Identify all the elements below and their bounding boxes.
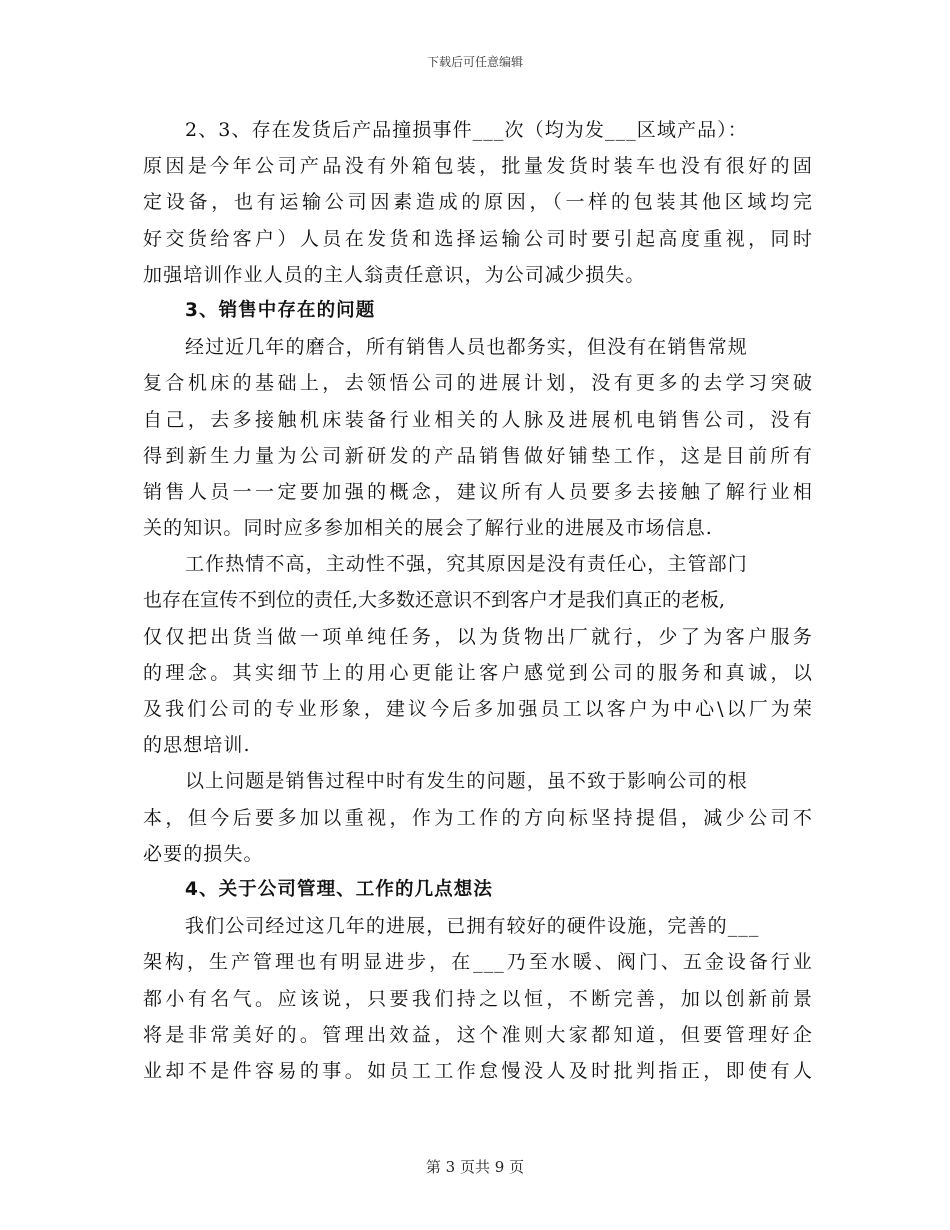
paragraph-line: 以上问题是销售过程中时有发生的问题，虽不致于影响公司的根 — [185, 770, 748, 793]
paragraph-line: 复合机床的基础上，去领悟公司的进展计划，没有更多的去学习突破 — [143, 372, 813, 395]
paragraph-line: 的思想培训. — [143, 734, 251, 757]
paragraph-line: 得到新生力量为公司新研发的产品销售做好铺垫工作，这是目前所有 — [143, 444, 813, 467]
paragraph-line: 2、3、存在发货后产品撞损事件___次（均为发___区域产品）： — [185, 119, 748, 141]
paragraph-line: 经过近几年的磨合，所有销售人员也都务实，但没有在销售常规 — [185, 336, 748, 359]
paragraph-line: 销售人员一一定要加强的概念，建议所有人员要多去接触了解行业相 — [143, 480, 813, 503]
document-body — [143, 112, 813, 1089]
paragraph-line: 及我们公司的专业形象，建议今后多加强员工以客户为中心\以厂为荣 — [143, 698, 813, 720]
paragraph-line: 自己，去多接触机床装备行业相关的人脉及进展机电销售公司，没有 — [143, 408, 813, 431]
paragraph-line: 也存在宣传不到位的责任,大多数还意识不到客户才是我们真正的老板, — [143, 589, 726, 612]
paragraph-line: 将是非常美好的。管理出效益，这个准则大家都知道，但要管理好企 — [143, 1023, 813, 1046]
paragraph-line: 加强培训作业人员的主人翁责任意识，为公司减少损失。 — [143, 263, 646, 286]
paragraph-line: 业却不是件容易的事。如员工工作怠慢没人及时批判指正，即使有人 — [143, 1059, 813, 1082]
page-header: 下载后可任意编辑 — [426, 55, 523, 69]
section-heading: 4、关于公司管理、工作的几点想法 — [185, 878, 493, 900]
paragraph-line: 仅仅把出货当做一项单纯任务，以为货物出厂就行，少了为客户服务 — [143, 625, 813, 648]
paragraph-line: 都小有名气。应该说，只要我们持之以恒，不断完善，加以创新前景 — [143, 987, 813, 1010]
paragraph-line: 工作热情不高，主动性不强，究其原因是没有责任心，主管部门 — [185, 553, 748, 576]
paragraph-line: 我们公司经过这几年的进展，已拥有较好的硬件设施，完善的___ — [185, 915, 760, 938]
section-heading: 3、销售中存在的问题 — [185, 299, 376, 321]
paragraph-line: 好交货给客户）人员在发货和选择运输公司时要引起高度重视，同时 — [143, 227, 813, 250]
paragraph-line: 的理念。其实细节上的用心更能让客户感觉到公司的服务和真诚，以 — [143, 661, 813, 684]
paragraph-line: 必要的损失。 — [143, 842, 264, 865]
page-footer: 第 3 页共 9 页 — [425, 1158, 525, 1176]
paragraph-line: 架构，生产管理也有明显进步，在___乃至水暖、阀门、五金设备行业 — [143, 951, 813, 974]
paragraph-line: 本，但今后要多加以重视，作为工作的方向标坚持提倡，减少公司不 — [143, 806, 813, 829]
paragraph-line: 定设备，也有运输公司因素造成的原因，（一样的包装其他区域均完 — [143, 191, 813, 214]
paragraph-line: 原因是今年公司产品没有外箱包装，批量发货时装车也没有很好的固 — [143, 155, 813, 178]
paragraph-line: 关的知识。同时应多参加相关的展会了解行业的进展及市场信息. — [143, 517, 713, 540]
